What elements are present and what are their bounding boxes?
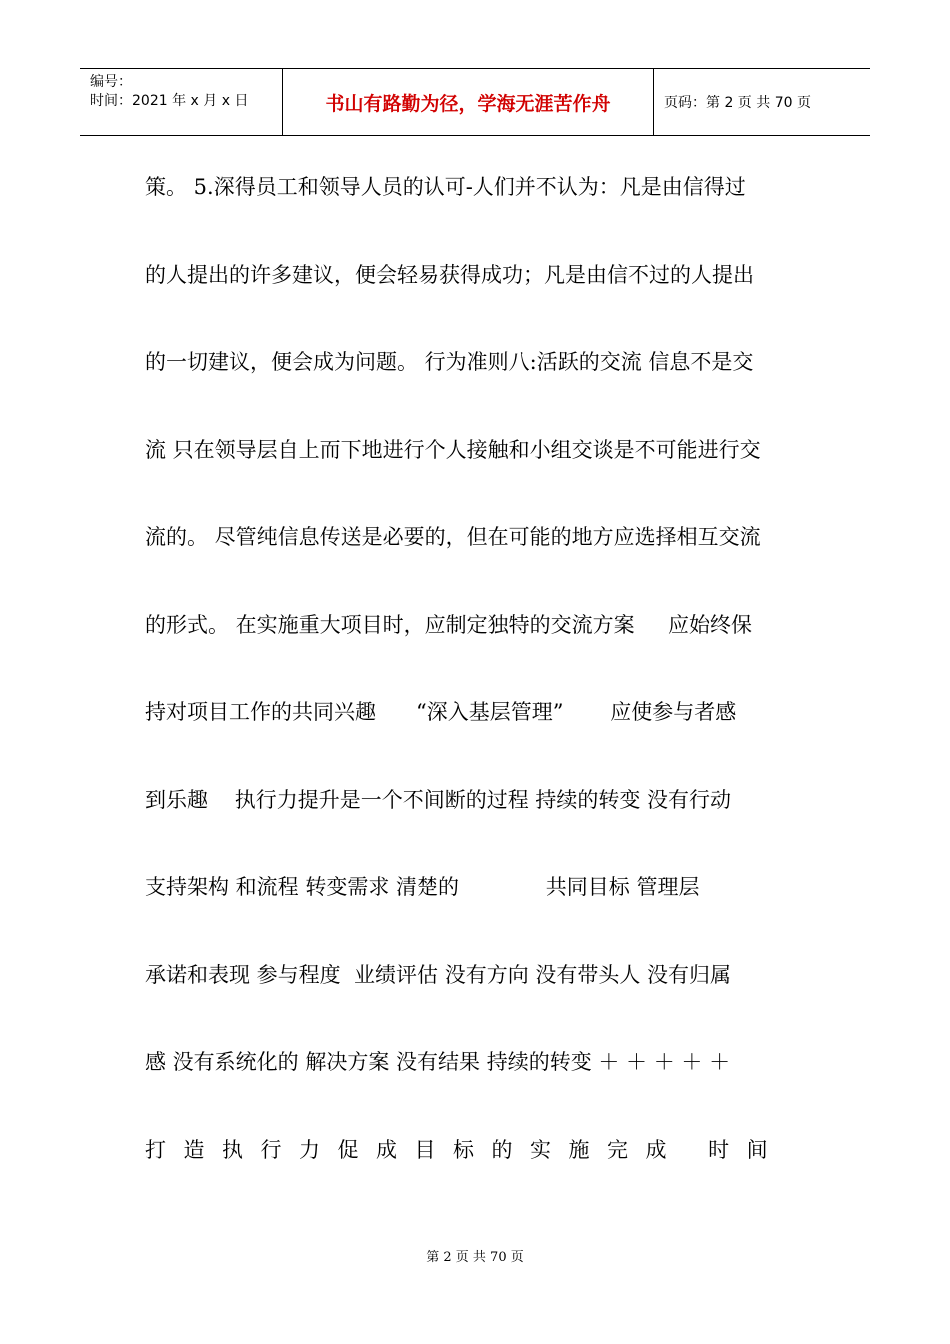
- header-page-cell: [654, 69, 870, 135]
- body-line: 承诺和表现 参与程度 业绩评估 没有方向 没有带头人 没有归属: [145, 962, 732, 987]
- body-line: 流 只在领导层自上而下地进行个人接触和小组交谈是不可能进行交: [145, 437, 761, 462]
- body-line: 的形式。 在实施重大项目时，应制定独特的交流方案 应始终保: [145, 612, 753, 637]
- date-label: 时间：2021 年 x 月 x 日: [90, 93, 249, 109]
- page-footer: 第 2 页 共 70 页: [426, 1250, 524, 1265]
- body-line: 策。 5.深得员工和领导人员的认可-人们并不认为：凡是由信得过: [145, 175, 746, 199]
- header-motto-cell: [282, 69, 654, 135]
- page-info: 页码：第 2 页 共 70 页: [664, 95, 811, 111]
- body-line: 流的。 尽管纯信息传送是必要的，但在可能的地方应选择相互交流: [145, 525, 761, 549]
- number-label: 编号：: [90, 74, 132, 90]
- body-line: 持对项目工作的共同兴趣 “深入基层管理” 应使参与者感: [145, 700, 737, 724]
- header-meta-cell: [80, 69, 282, 135]
- body-line: 的人提出的许多建议，便会轻易获得成功；凡是由信不过的人提出: [145, 262, 754, 287]
- body-line: 的一切建议，便会成为问题。 行为准则八:活跃的交流 信息不是交: [145, 350, 754, 374]
- body-line: 支持架构 和流程 转变需求 清楚的 共同目标 管理层: [145, 875, 700, 899]
- body-line: 打造执行力促成目标的实施完成 时间: [145, 1137, 786, 1162]
- body-text: [145, 165, 807, 1215]
- body-line: 到乐趣 执行力提升是一个不间断的过程 持续的转变 没有行动: [145, 787, 732, 812]
- motto-text: 书山有路勤为径，学海无涯苦作舟: [325, 92, 611, 115]
- document-header: [80, 68, 870, 136]
- body-line: 感 没有系统化的 解决方案 没有结果 持续的转变 ＋ ＋ ＋ ＋ ＋: [145, 1050, 731, 1074]
